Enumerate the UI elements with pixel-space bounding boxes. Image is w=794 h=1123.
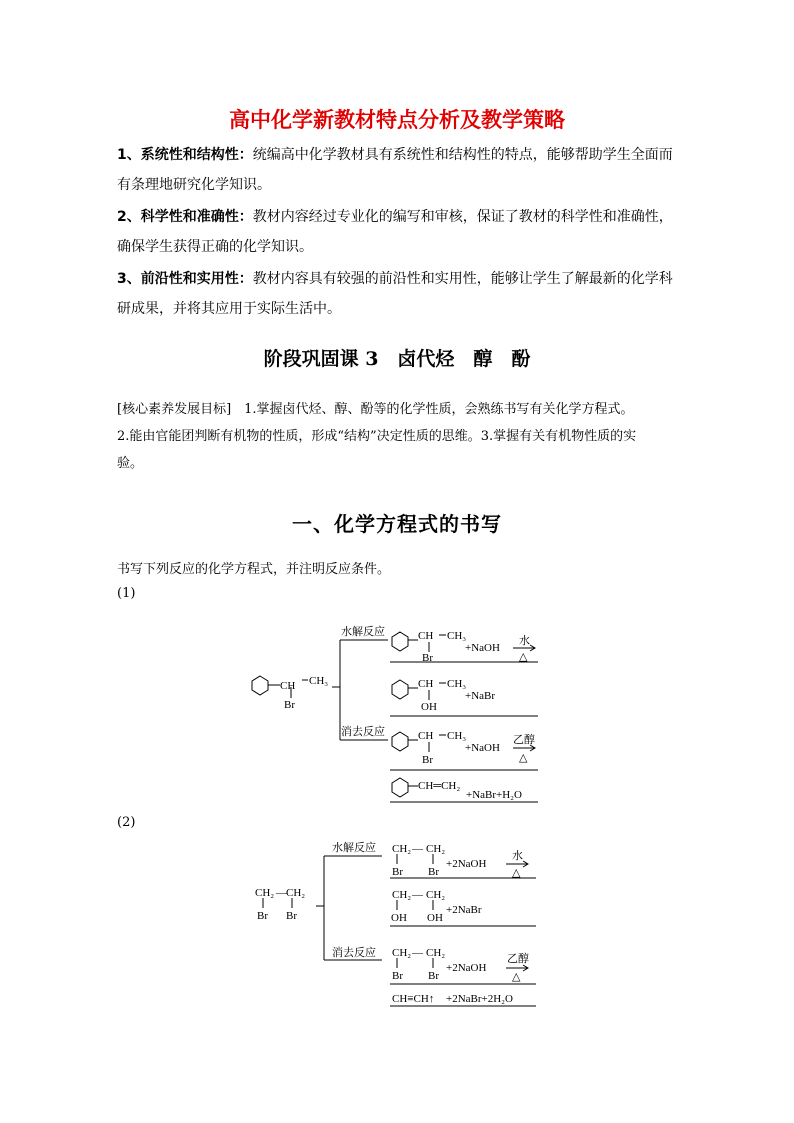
elimination-label: 消去反应 (332, 947, 376, 959)
br-text: Br (392, 866, 403, 878)
naoh-text: +2NaOH (446, 858, 487, 870)
feature-3 (117, 264, 689, 324)
condition-water: 水 (512, 850, 523, 862)
doc-title: 高中化学新教材特点分析及教学策略 (229, 108, 565, 132)
product-rest: +2NaBr+2H₂O (446, 993, 513, 1005)
product-rest: +NaBr+H₂O (466, 789, 522, 801)
feature-text: 教材内容经过专业化的编写和审核，保证了教材的科学性和准确性， (252, 209, 673, 225)
feature-text: 教材内容具有较强的前沿性和实用性，能够让学生了解最新的化学科 (252, 271, 673, 287)
br-text: Br (392, 970, 403, 982)
br-text: Br (428, 970, 439, 982)
nabr-text: +NaBr (465, 690, 496, 702)
nabr-text: +2NaBr (446, 904, 482, 916)
benzene-ring-icon (392, 680, 408, 699)
br-text: Br (428, 866, 439, 878)
acetylene-text: CH≡CH↑ (392, 993, 435, 1005)
ch3-text: CH₃ (447, 630, 467, 642)
section-title: 一、化学方程式的书写 (292, 512, 502, 536)
ch2-text: CH₂ (426, 947, 446, 959)
hydrolysis-label: 水解反应 (341, 626, 385, 638)
bond-text: — (276, 887, 287, 899)
benzene-ring-icon (392, 778, 408, 797)
heat-icon: △ (512, 867, 521, 879)
naoh-text: +2NaOH (446, 962, 487, 974)
ch2-text: CH₂ (426, 889, 446, 901)
ch-text: CH (418, 730, 434, 742)
ch-text: CH (418, 678, 434, 690)
br-text: Br (286, 910, 297, 922)
ch2-text: CH₂ (286, 887, 306, 899)
bond-text: — (412, 889, 423, 901)
item-label-2: (2) (117, 815, 136, 830)
condition-water: 水 (519, 635, 530, 647)
core-goals (117, 396, 697, 477)
item-label-1: (1) (117, 586, 136, 601)
hydrolysis-label: 水解反应 (332, 842, 376, 854)
feature-1 (117, 140, 689, 200)
oh-text: OH (391, 912, 407, 924)
feature-text: 统编高中化学教材具有系统性和结构性的特点，能够帮助学生全面而 (252, 147, 673, 163)
ch2-text: CH₂ (255, 887, 275, 899)
heat-icon: △ (512, 971, 521, 983)
goals-line: [核心素养发展目标] 1.掌握卤代烃、醇、酚等的化学性质，会熟练书写有关化学方程式。 (117, 402, 634, 417)
ch3-text: CH₃ (447, 730, 467, 742)
feature-label: 3、前沿性和实用性： (117, 271, 253, 287)
naoh-text: +NaOH (465, 642, 500, 654)
benzene-ring-icon (392, 632, 408, 651)
reaction-diagram-2 (250, 834, 550, 1014)
feature-text-cont: 有条理地研究化学知识。 (117, 177, 271, 193)
reaction-diagram-1 (240, 618, 550, 808)
ch3-text: CH₃ (447, 678, 467, 690)
feature-2 (117, 202, 689, 262)
ch2-text: CH₂ (392, 889, 412, 901)
condition-ethanol: 乙醇 (513, 734, 535, 746)
feature-text-cont: 确保学生获得正确的化学知识。 (117, 239, 313, 255)
feature-label: 2、科学性和准确性： (117, 209, 253, 225)
ch2-text: CH₂ (392, 843, 412, 855)
bond-text: — (412, 947, 423, 959)
ch2-text: CH₂ (392, 947, 412, 959)
lesson-title: 阶段巩固课 3 卤代烃 醇 酚 (263, 348, 531, 370)
ch-text: CH (280, 680, 296, 692)
br-text: Br (422, 754, 433, 766)
oh-text: OH (421, 701, 437, 713)
heat-icon: △ (519, 752, 528, 764)
condition-ethanol: 乙醇 (507, 953, 529, 965)
br-text: Br (257, 910, 268, 922)
feature-text-cont: 研成果，并将其应用于实际生活中。 (117, 301, 341, 317)
oh-text: OH (427, 912, 443, 924)
br-text: Br (284, 699, 295, 711)
bond-text: — (412, 843, 423, 855)
br-text: Br (422, 652, 433, 664)
benzene-ring-icon (252, 676, 268, 695)
product-alkene: CH═CH₂ (418, 780, 461, 792)
heat-icon: △ (519, 651, 528, 663)
naoh-text: +NaOH (465, 742, 500, 754)
instruction: 书写下列反应的化学方程式，并注明反应条件。 (117, 562, 391, 577)
elimination-label: 消去反应 (341, 726, 385, 738)
ch-text: CH (418, 630, 434, 642)
ch2-text: CH₂ (426, 843, 446, 855)
feature-label: 1、系统性和结构性： (117, 147, 253, 163)
goals-line: 验。 (117, 456, 144, 471)
benzene-ring-icon (392, 732, 408, 751)
goals-line: 2.能由官能团判断有机物的性质，形成“结构”决定性质的思维。3.掌握有关有机物性质的实 (117, 429, 637, 444)
ch3-text: CH₃ (309, 675, 329, 687)
